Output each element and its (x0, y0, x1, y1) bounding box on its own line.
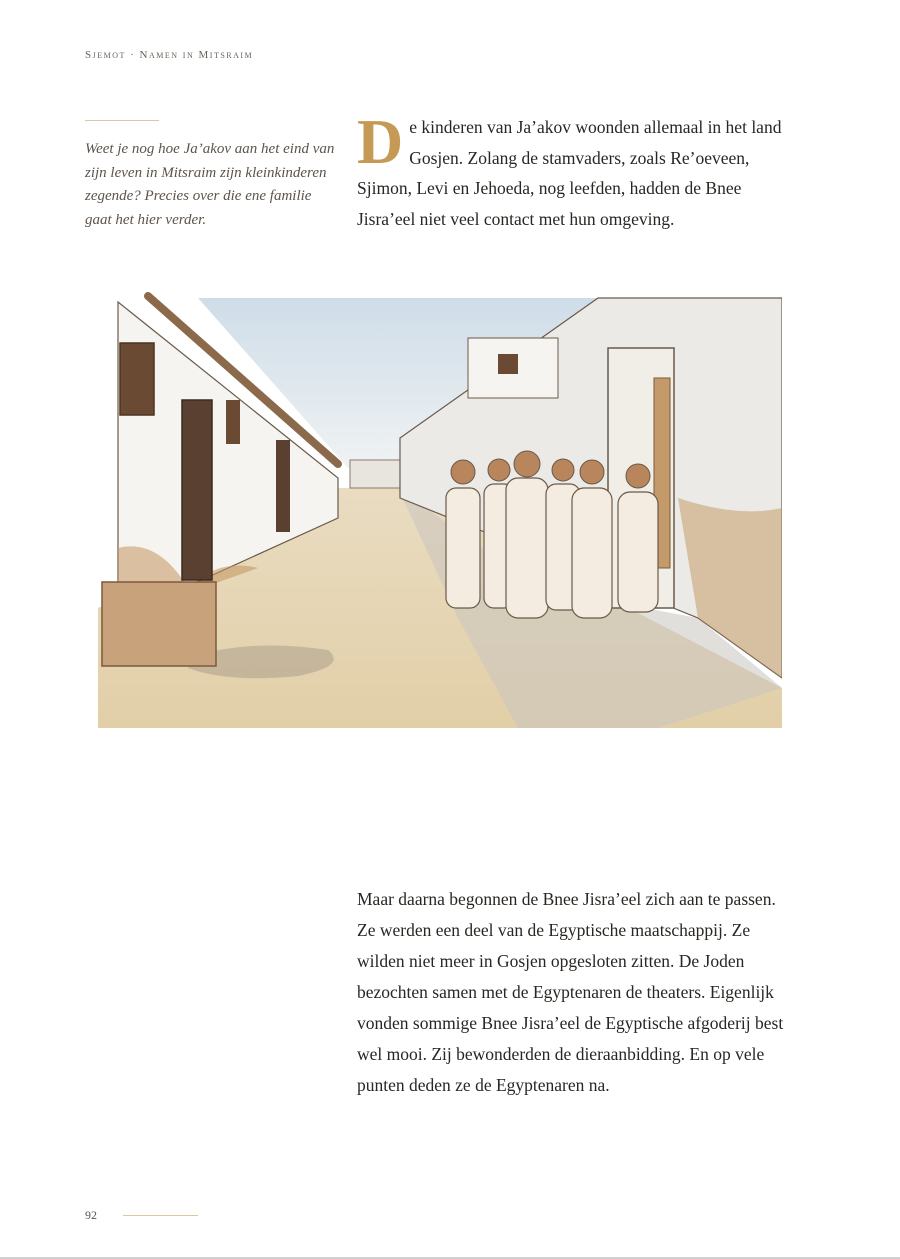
page-number: 92 (85, 1208, 97, 1222)
left-window-2 (226, 400, 240, 444)
body-paragraph: Maar daarna begonnen de Bnee Jisra’eel zich aan te passen. Ze werden een deel van de Egyptische maatschappij. Ze wilden niet meer in Gosjen opgesloten zitten. De Joden bezochten samen met de Egyptenaren de theaters. Eigenlijk vonden sommige Bnee Jisra’eel de Egyptische afgoderij best wel mooi. Zij bewonderden de dieraanbidding. En op vele punten deden ze de Egyptenaren na. (357, 889, 784, 1095)
intro-text: e kinderen van Ja’akov woonden allemaal in het land Gosjen. Zolang de stamvaders, zoals Re’oeveen, Sjimon, Levi en Jehoeda, nog leefden, hadden de Bnee Jisra’eel niet veel contact met hun omgeving. (357, 117, 782, 229)
footer-rule (123, 1215, 198, 1216)
sidenote-rule (85, 120, 159, 121)
stone-block (102, 582, 216, 666)
drop-cap: D (357, 106, 404, 177)
left-window (120, 343, 154, 415)
group-of-figures (446, 478, 658, 618)
left-door (182, 400, 212, 580)
sidenote: Weet je nog hoe Ja’akov aan het eind van zijn leven in Mitsraim zijn kleinkinderen zegende? Precies over die ene familie gaat het hier verder. (85, 141, 335, 228)
intro-paragraph (357, 106, 797, 234)
street-illustration (98, 288, 782, 728)
right-window (498, 354, 518, 374)
running-header: Sjemot · Namen in Mitsraim (85, 49, 254, 61)
left-door-2 (276, 440, 290, 532)
far-wall (350, 460, 402, 488)
